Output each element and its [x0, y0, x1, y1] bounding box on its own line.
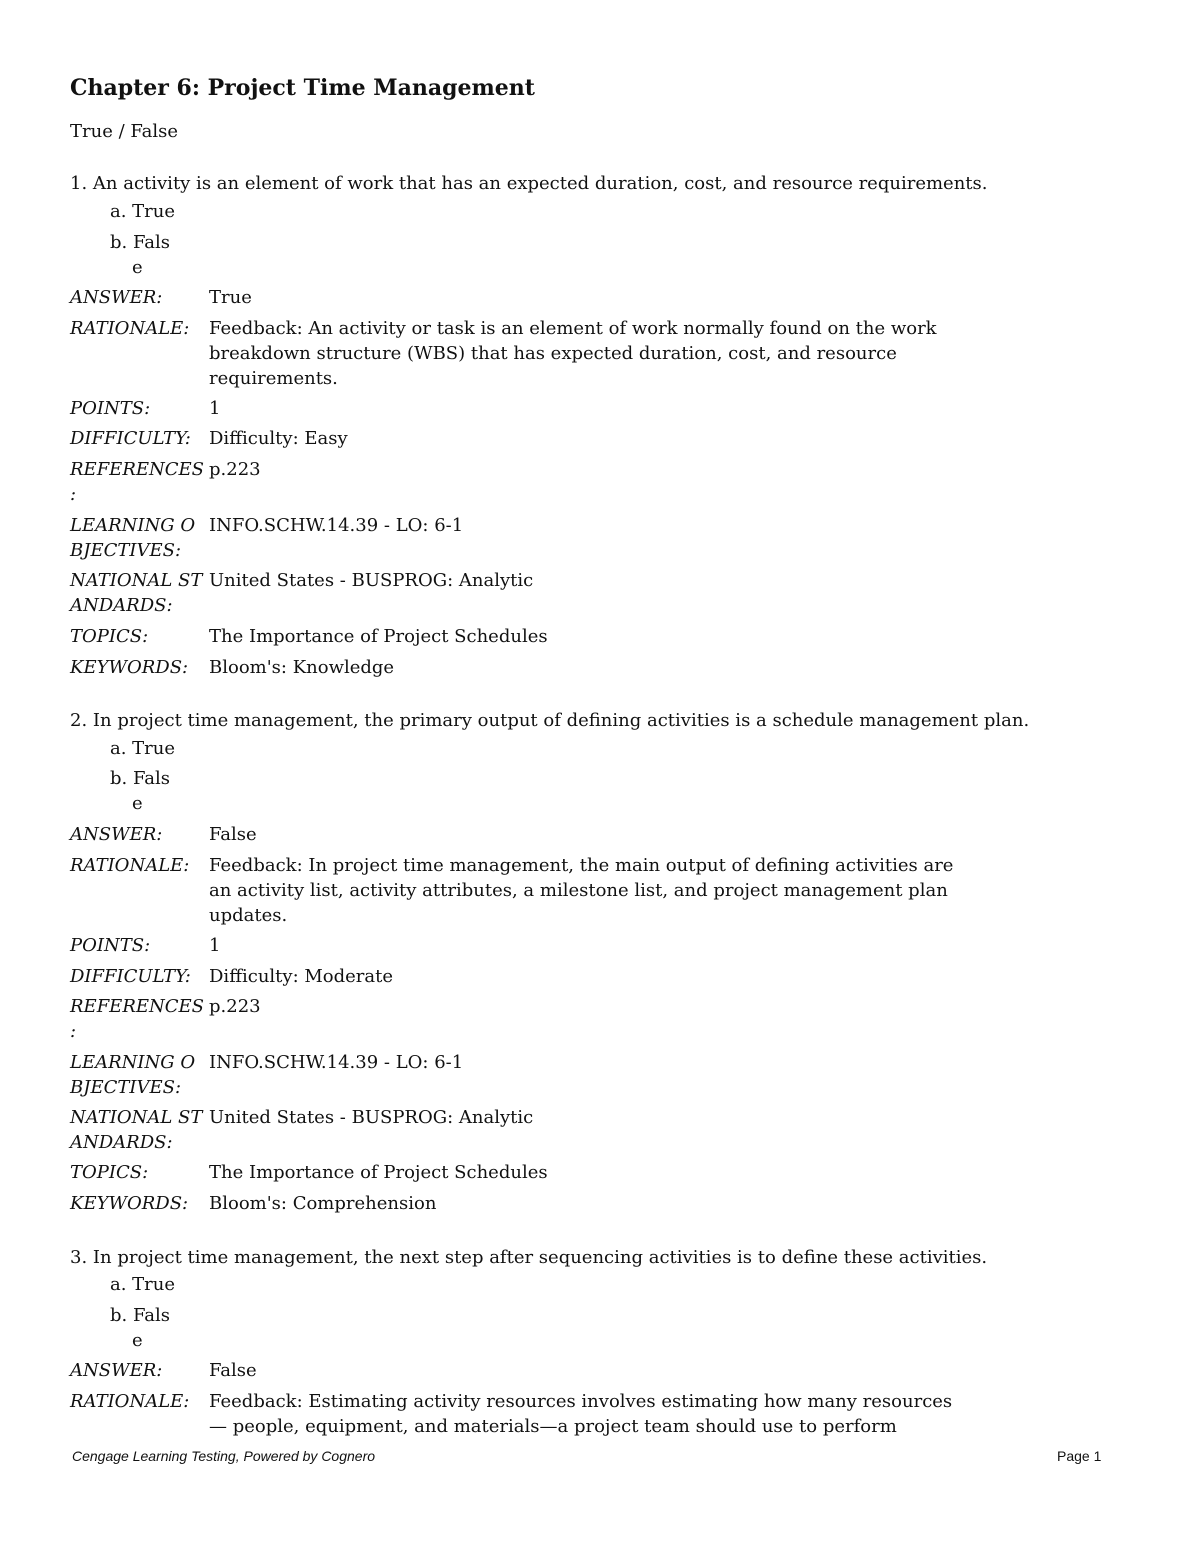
points-value: 1	[209, 398, 221, 419]
difficulty-label: DIFFICULTY:	[70, 966, 191, 987]
answer-value: True	[209, 287, 252, 308]
learning-objectives-label-wrap: BJECTIVES:	[70, 540, 182, 561]
national-standards-value: United States - BUSPROG: Analytic	[209, 570, 534, 591]
keywords-value: Bloom's: Knowledge	[209, 657, 395, 678]
option-b: b. Fals	[110, 232, 170, 253]
rationale-line-1: Feedback: Estimating activity resources involves estimating how many resources	[209, 1391, 953, 1412]
option-b-wrap: e	[132, 1330, 143, 1351]
points-value: 1	[209, 935, 221, 956]
option-b-wrap: e	[132, 793, 143, 814]
footer-page-number: Page 1	[1057, 1448, 1102, 1464]
references-label-wrap: :	[70, 484, 77, 505]
rationale-line-2: breakdown structure (WBS) that has expected duration, cost, and resource	[209, 343, 897, 364]
keywords-label: KEYWORDS:	[70, 657, 189, 678]
answer-label: ANSWER:	[70, 824, 163, 845]
rationale-label: RATIONALE:	[70, 318, 190, 339]
rationale-label: RATIONALE:	[70, 855, 190, 876]
points-label: POINTS:	[70, 398, 151, 419]
points-label: POINTS:	[70, 935, 151, 956]
learning-objectives-value: INFO.SCHW.14.39 - LO: 6-1	[209, 515, 464, 536]
rationale-line-3: updates.	[209, 905, 288, 926]
national-standards-label: NATIONAL ST	[70, 570, 203, 591]
national-standards-label-wrap: ANDARDS:	[70, 595, 173, 616]
option-b: b. Fals	[110, 768, 170, 789]
page-title: Chapter 6: Project Time Management	[70, 75, 535, 101]
rationale-line-3: requirements.	[209, 368, 338, 389]
answer-label: ANSWER:	[70, 1360, 163, 1381]
answer-value: False	[209, 824, 257, 845]
references-label: REFERENCES	[70, 459, 205, 480]
section-heading: True / False	[70, 121, 179, 142]
topics-value: The Importance of Project Schedules	[209, 626, 548, 647]
keywords-value: Bloom's: Comprehension	[209, 1193, 437, 1214]
difficulty-value: Difficulty: Easy	[209, 428, 348, 449]
national-standards-label-wrap: ANDARDS:	[70, 1132, 173, 1153]
rationale-line-1: Feedback: In project time management, the main output of defining activities are	[209, 855, 954, 876]
option-a: a. True	[110, 1274, 176, 1295]
question-text: 2. In project time management, the primary output of defining activities is a schedule management plan.	[70, 710, 1030, 731]
keywords-label: KEYWORDS:	[70, 1193, 189, 1214]
references-label: REFERENCES	[70, 996, 205, 1017]
question-text: 1. An activity is an element of work that has an expected duration, cost, and resource requirements.	[70, 173, 988, 194]
difficulty-label: DIFFICULTY:	[70, 428, 191, 449]
rationale-line-1: Feedback: An activity or task is an element of work normally found on the work	[209, 318, 937, 339]
national-standards-label: NATIONAL ST	[70, 1107, 203, 1128]
national-standards-value: United States - BUSPROG: Analytic	[209, 1107, 534, 1128]
topics-label: TOPICS:	[70, 1162, 149, 1183]
answer-value: False	[209, 1360, 257, 1381]
option-a: a. True	[110, 738, 176, 759]
rationale-line-2: — people, equipment, and materials—a project team should use to perform	[209, 1416, 897, 1437]
topics-label: TOPICS:	[70, 626, 149, 647]
topics-value: The Importance of Project Schedules	[209, 1162, 548, 1183]
learning-objectives-value: INFO.SCHW.14.39 - LO: 6-1	[209, 1052, 464, 1073]
footer-publisher: Cengage Learning Testing, Powered by Cognero	[72, 1448, 376, 1464]
difficulty-value: Difficulty: Moderate	[209, 966, 394, 987]
question-text: 3. In project time management, the next step after sequencing activities is to define these activities.	[70, 1247, 988, 1268]
rationale-label: RATIONALE:	[70, 1391, 190, 1412]
option-b-wrap: e	[132, 257, 143, 278]
rationale-line-2: an activity list, activity attributes, a milestone list, and project management plan	[209, 880, 948, 901]
option-b: b. Fals	[110, 1305, 170, 1326]
learning-objectives-label: LEARNING O	[70, 1052, 196, 1073]
learning-objectives-label-wrap: BJECTIVES:	[70, 1077, 182, 1098]
option-a: a. True	[110, 201, 176, 222]
learning-objectives-label: LEARNING O	[70, 515, 196, 536]
answer-label: ANSWER:	[70, 287, 163, 308]
references-label-wrap: :	[70, 1021, 77, 1042]
references-value: p.223	[209, 459, 261, 480]
references-value: p.223	[209, 996, 261, 1017]
